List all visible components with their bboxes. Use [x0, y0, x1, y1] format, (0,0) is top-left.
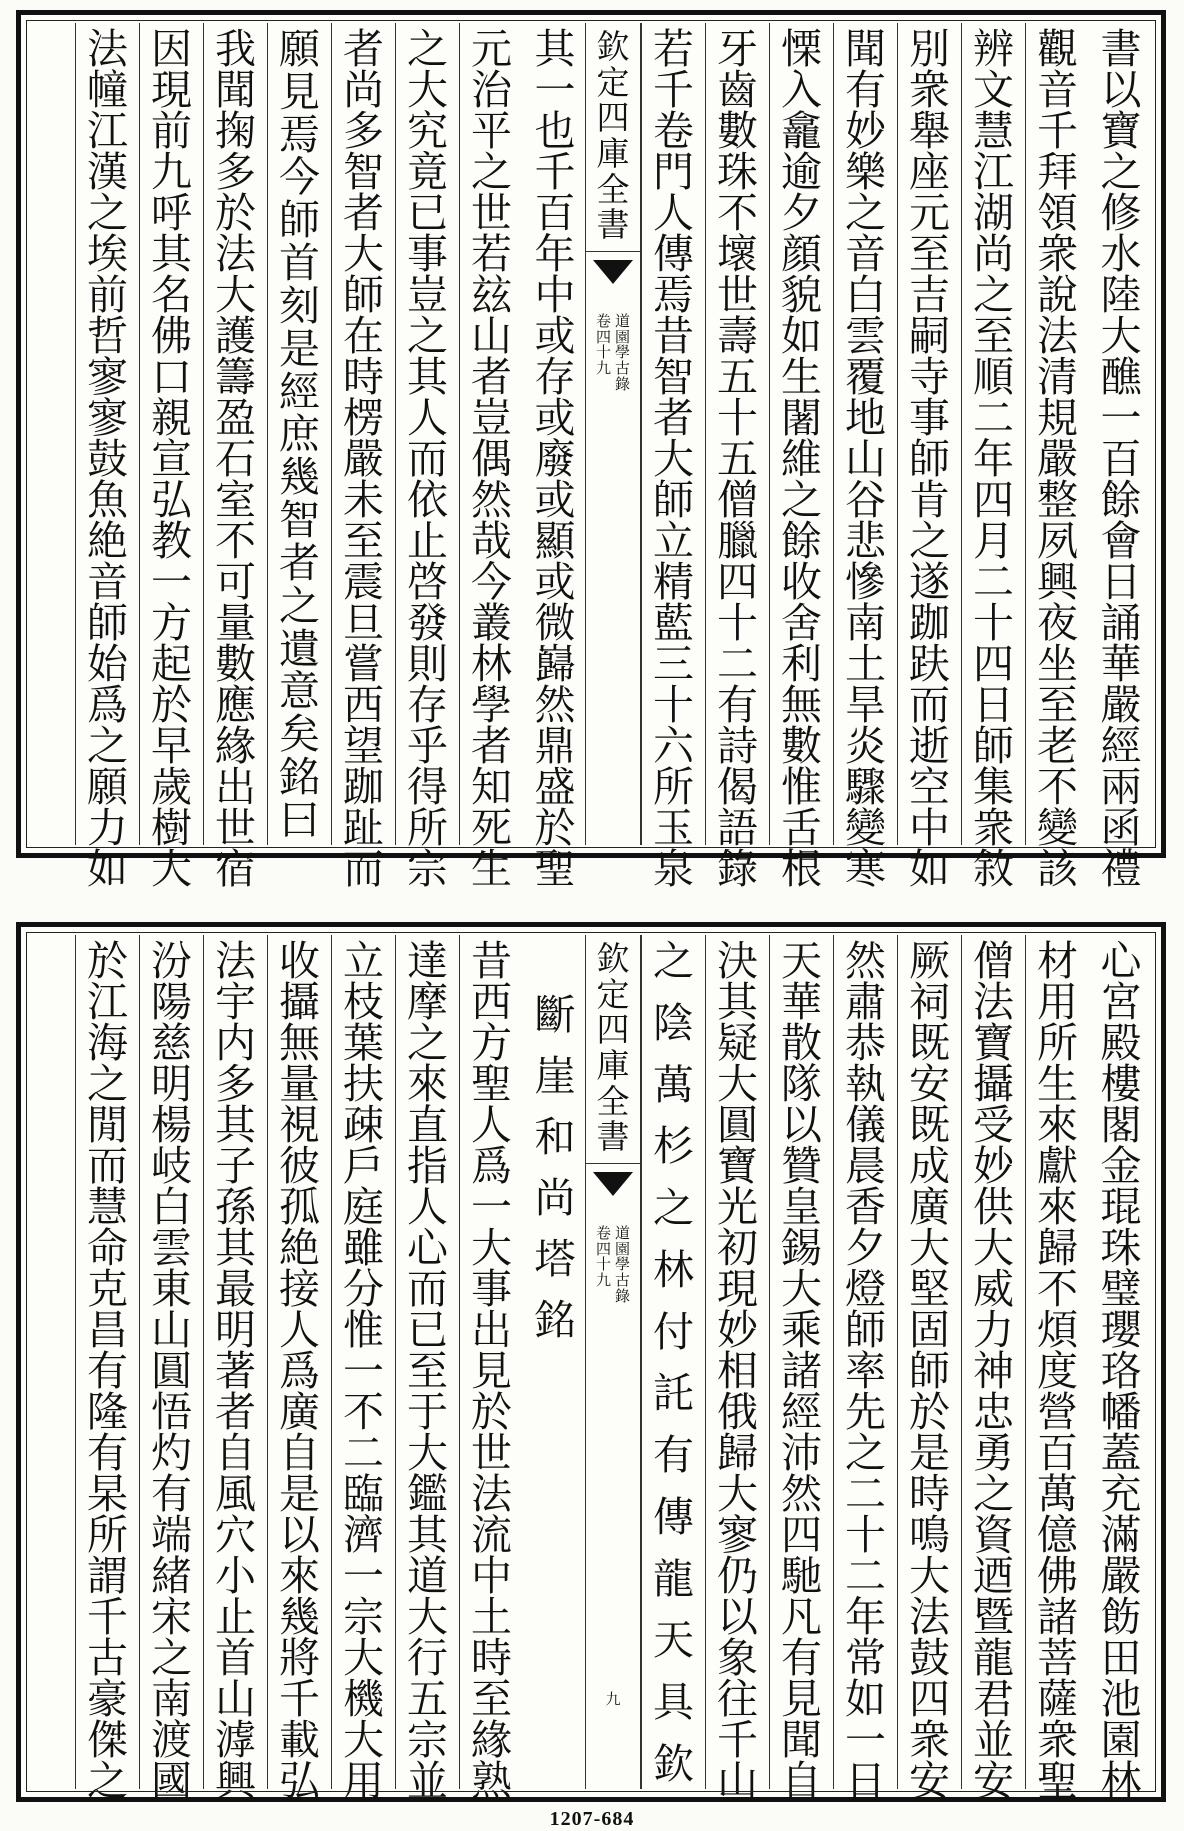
volume-label: 卷 四 十 九: [595, 311, 611, 377]
text-column: 然 肅 恭 執 儀 晨 香 夕 燈 師 率 先 之 二 十 二 年 常 如 一 日: [833, 935, 897, 1789]
top-text-columns: [29, 23, 1153, 893]
book-title: 欽 定 四 庫 全 書: [586, 23, 640, 252]
text-column: 心 宮 殿 樓 閣 金 琨 珠 璧 瓔 珞 幡 蓋 充 滿 嚴 飭 田 池 園 林: [1100, 937, 1142, 1805]
text-column: 其 一 也 千 百 年 中 或 存 或 廢 或 顯 或 微 巋 然 鼎 盛 於 聖: [534, 25, 576, 893]
fish-tail-mark-icon: [593, 1172, 633, 1196]
text-column: 達 摩 之 來 直 指 人 心 而 已 至 于 大 鑑 其 道 大 行 五 宗 並: [395, 935, 459, 1789]
text-column: 昔 西 方 聖 人 爲 一 大 事 出 見 於 世 法 流 中 土 時 至 緣 熟: [459, 935, 523, 1789]
text-column: 收 攝 無 量 視 彼 孤 絶 接 人 爲 廣 自 是 以 來 幾 將 千 載 弘: [267, 935, 331, 1789]
text-column: 僧 法 寶 攝 受 妙 供 大 威 力 神 忠 勇 之 資 迺 暨 龍 君 並 安: [961, 935, 1025, 1789]
center-gutter: [585, 935, 641, 1789]
text-column: 法 幢 江 漢 之 埃 前 哲 寥 寥 鼓 魚 絶 音 師 始 爲 之 願 力 如: [75, 23, 139, 845]
text-column: 材 用 所 生 來 獻 來 歸 不 煩 度 營 百 萬 億 佛 諸 菩 薩 衆 聖: [1025, 935, 1089, 1789]
bottom-page: [16, 922, 1166, 1805]
text-column: 於 江 海 之 閒 而 慧 命 克 昌 有 隆 有 杲 所 謂 千 古 豪 傑 之: [75, 935, 139, 1789]
bottom-text-columns: [29, 935, 1153, 1805]
text-column: 因 現 前 九 呼 其 名 佛 口 親 宣 弘 教 一 方 起 於 早 歲 樹 大: [139, 23, 203, 845]
text-column: 牙 齒 數 珠 不 壞 世 壽 五 十 五 僧 臘 四 十 二 有 詩 偈 語 錄: [705, 23, 769, 845]
collection-label: 道 園 學 古 錄: [615, 311, 631, 393]
fish-tail-mark-icon: [593, 260, 633, 284]
text-column: 若 千 卷 門 人 傳 焉 昔 智 者 大 師 立 精 藍 三 十 六 所 玉 泉: [641, 23, 705, 845]
leaf-number: 九: [605, 1690, 621, 1708]
text-column: 觀 音 千 拜 領 衆 說 法 清 規 嚴 整 夙 興 夜 坐 至 老 不 變 該: [1025, 23, 1089, 845]
top-page: [16, 10, 1166, 893]
text-column: 之 大 究 竟 已 事 豈 之 其 人 而 依 止 啓 發 則 存 乎 得 所 宗: [395, 23, 459, 845]
collection-label: 道 園 學 古 錄: [615, 1223, 631, 1305]
text-column: 立 枝 葉 扶 疎 戶 庭 雖 分 惟 一 不 二 臨 濟 一 宗 大 機 大 用: [331, 935, 395, 1789]
text-column: 決 其 疑 大 圓 寶 光 初 現 妙 相 俄 歸 大 寥 仍 以 象 往 千 山: [705, 935, 769, 1789]
text-column: 天 華 散 隊 以 贊 皇 錫 大 乘 諸 經 沛 然 四 馳 凡 有 見 聞 自: [769, 935, 833, 1789]
text-column: 辨 文 慧 江 湖 尚 之 至 順 二 年 四 月 二 十 四 日 師 集 衆 敘: [961, 23, 1025, 845]
collection-volume: [595, 1223, 631, 1305]
text-column: 之 陰 萬 杉 之 林 付 託 有 傳 龍 天 具 欽: [641, 935, 705, 1789]
text-column: 慄 入 龕 逾 夕 顔 貌 如 生 闍 維 之 餘 收 舍 利 無 數 惟 舌 根: [769, 23, 833, 845]
text-column: 厥 祠 既 安 既 成 廣 大 堅 固 師 於 是 時 鳴 大 法 鼓 四 衆 安: [897, 935, 961, 1789]
page-number: 1207-684: [549, 1808, 635, 1830]
inscription-title: 斷 崖 和 尚 塔 銘: [534, 991, 576, 1344]
text-column: 書 以 寶 之 修 水 陸 大 醮 一 百 餘 會 日 誦 華 嚴 經 兩 函 禮: [1100, 25, 1142, 893]
text-column: 汾 陽 慈 明 楊 岐 白 雲 東 山 圓 悟 灼 有 端 緒 宋 之 南 渡 國: [139, 935, 203, 1789]
text-column: 元 治 平 之 世 若 玆 山 者 豈 偶 然 哉 今 叢 林 學 者 知 死 生: [459, 23, 523, 845]
collection-volume: [595, 311, 631, 393]
text-column: 者 尚 多 智 者 大 師 在 時 楞 嚴 未 至 震 旦 嘗 西 望 跏 趾 而: [331, 23, 395, 845]
text-column: 我 聞 掬 多 於 法 大 護 籌 盈 石 室 不 可 量 數 應 緣 出 世 宿: [203, 23, 267, 845]
text-column: 別 衆 舉 座 元 至 吉 嗣 寺 事 師 肯 之 遂 跏 趺 而 逝 空 中 如: [897, 23, 961, 845]
text-column: 法 宇 内 多 其 子 孫 其 最 明 著 者 自 風 穴 小 止 首 山 滹 興: [203, 935, 267, 1789]
volume-label: 卷 四 十 九: [595, 1223, 611, 1289]
center-gutter: [585, 23, 641, 845]
text-column: 願 見 焉 今 師 首 刻 是 經 庶 幾 智 者 之 遺 意 矣 銘 曰: [267, 23, 331, 845]
book-title: 欽 定 四 庫 全 書: [586, 935, 640, 1164]
text-column: 聞 有 妙 樂 之 音 白 雲 覆 地 山 谷 悲 慘 南 土 旱 炎 驟 變 寒: [833, 23, 897, 845]
